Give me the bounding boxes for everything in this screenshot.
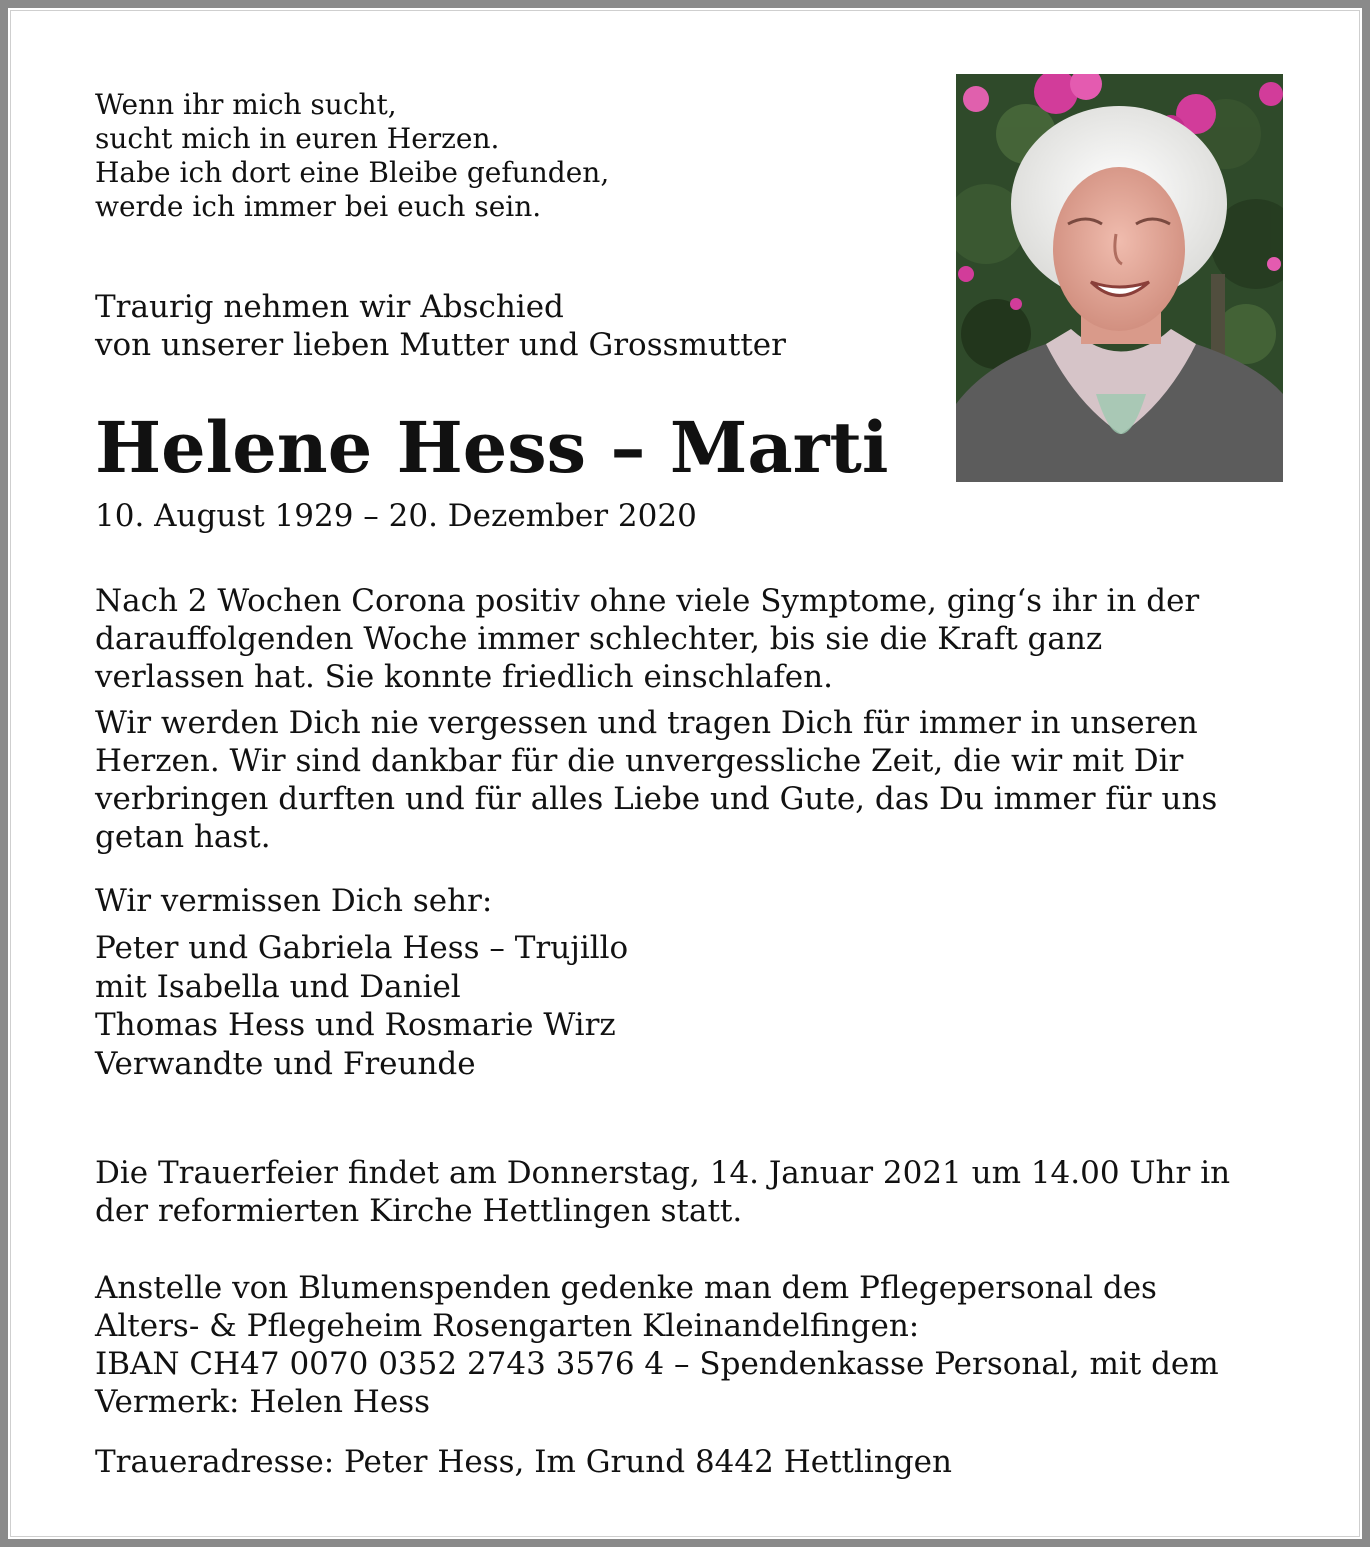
intro-line: von unserer lieben Mutter und Grossmutter bbox=[95, 327, 786, 363]
paragraph-line: getan hast. bbox=[95, 819, 271, 855]
paragraph-illness bbox=[95, 582, 1199, 696]
ceremony-info bbox=[95, 1154, 1230, 1230]
mourners-list bbox=[95, 929, 628, 1083]
paragraph-line: verlassen hat. Sie konnte friedlich einschlafen. bbox=[95, 659, 833, 695]
paragraph-line: Herzen. Wir sind dankbar für die unvergessliche Zeit, die wir mit Dir bbox=[95, 743, 1184, 779]
intro-line: Traurig nehmen wir Abschied bbox=[95, 289, 564, 325]
mourner-entry: Verwandte und Freunde bbox=[95, 1045, 476, 1082]
ceremony-line: Die Trauerfeier findet am Donnerstag, 14. Januar 2021 um 14.00 Uhr in bbox=[95, 1155, 1231, 1191]
deceased-name: Helene Hess – Marti bbox=[95, 406, 889, 489]
ceremony-line: der reformierten Kirche Hettlingen statt. bbox=[95, 1193, 743, 1229]
mourner-entry: mit Isabella und Daniel bbox=[95, 968, 461, 1005]
poem-line: Habe ich dort eine Bleibe gefunden, bbox=[95, 156, 610, 189]
donation-line: Anstelle von Blumenspenden gedenke man dem Pflegepersonal des bbox=[95, 1270, 1157, 1306]
mourner-entry: Peter und Gabriela Hess – Trujillo bbox=[95, 930, 629, 966]
intro-text bbox=[95, 288, 786, 364]
paragraph-line: darauffolgenden Woche immer schlechter, bis sie die Kraft ganz bbox=[95, 621, 1103, 657]
donation-line: Alters- & Pflegeheim Rosengarten Kleinandelfingen: bbox=[95, 1308, 920, 1344]
portrait-photo bbox=[956, 74, 1283, 482]
mourning-address: Traueradresse: Peter Hess, Im Grund 8442 Hettlingen bbox=[95, 1444, 952, 1480]
paragraph-line: Nach 2 Wochen Corona positiv ohne viele Symptome, ging‘s ihr in der bbox=[95, 583, 1200, 619]
paragraph-line: verbringen durften und für alles Liebe und Gute, das Du immer für uns bbox=[95, 781, 1218, 817]
poem-line: werde ich immer bei euch sein. bbox=[95, 190, 542, 223]
paragraph-gratitude bbox=[95, 704, 1217, 856]
donation-line: Vermerk: Helen Hess bbox=[95, 1384, 431, 1420]
poem bbox=[95, 88, 609, 224]
poem-line: sucht mich in euren Herzen. bbox=[95, 122, 500, 155]
paragraph-line: Wir werden Dich nie vergessen und tragen Dich für immer in unseren bbox=[95, 705, 1198, 741]
donation-info bbox=[95, 1269, 1219, 1421]
life-dates: 10. August 1929 – 20. Dezember 2020 bbox=[95, 498, 697, 534]
poem-line: Wenn ihr mich sucht, bbox=[95, 88, 397, 121]
donation-line: IBAN CH47 0070 0352 2743 3576 4 – Spendenkasse Personal, mit dem bbox=[95, 1346, 1219, 1382]
mourner-entry: Thomas Hess und Rosmarie Wirz bbox=[95, 1007, 616, 1043]
face bbox=[1053, 167, 1185, 331]
portrait-image bbox=[956, 74, 1283, 482]
mourners-heading: Wir vermissen Dich sehr: bbox=[95, 883, 493, 919]
